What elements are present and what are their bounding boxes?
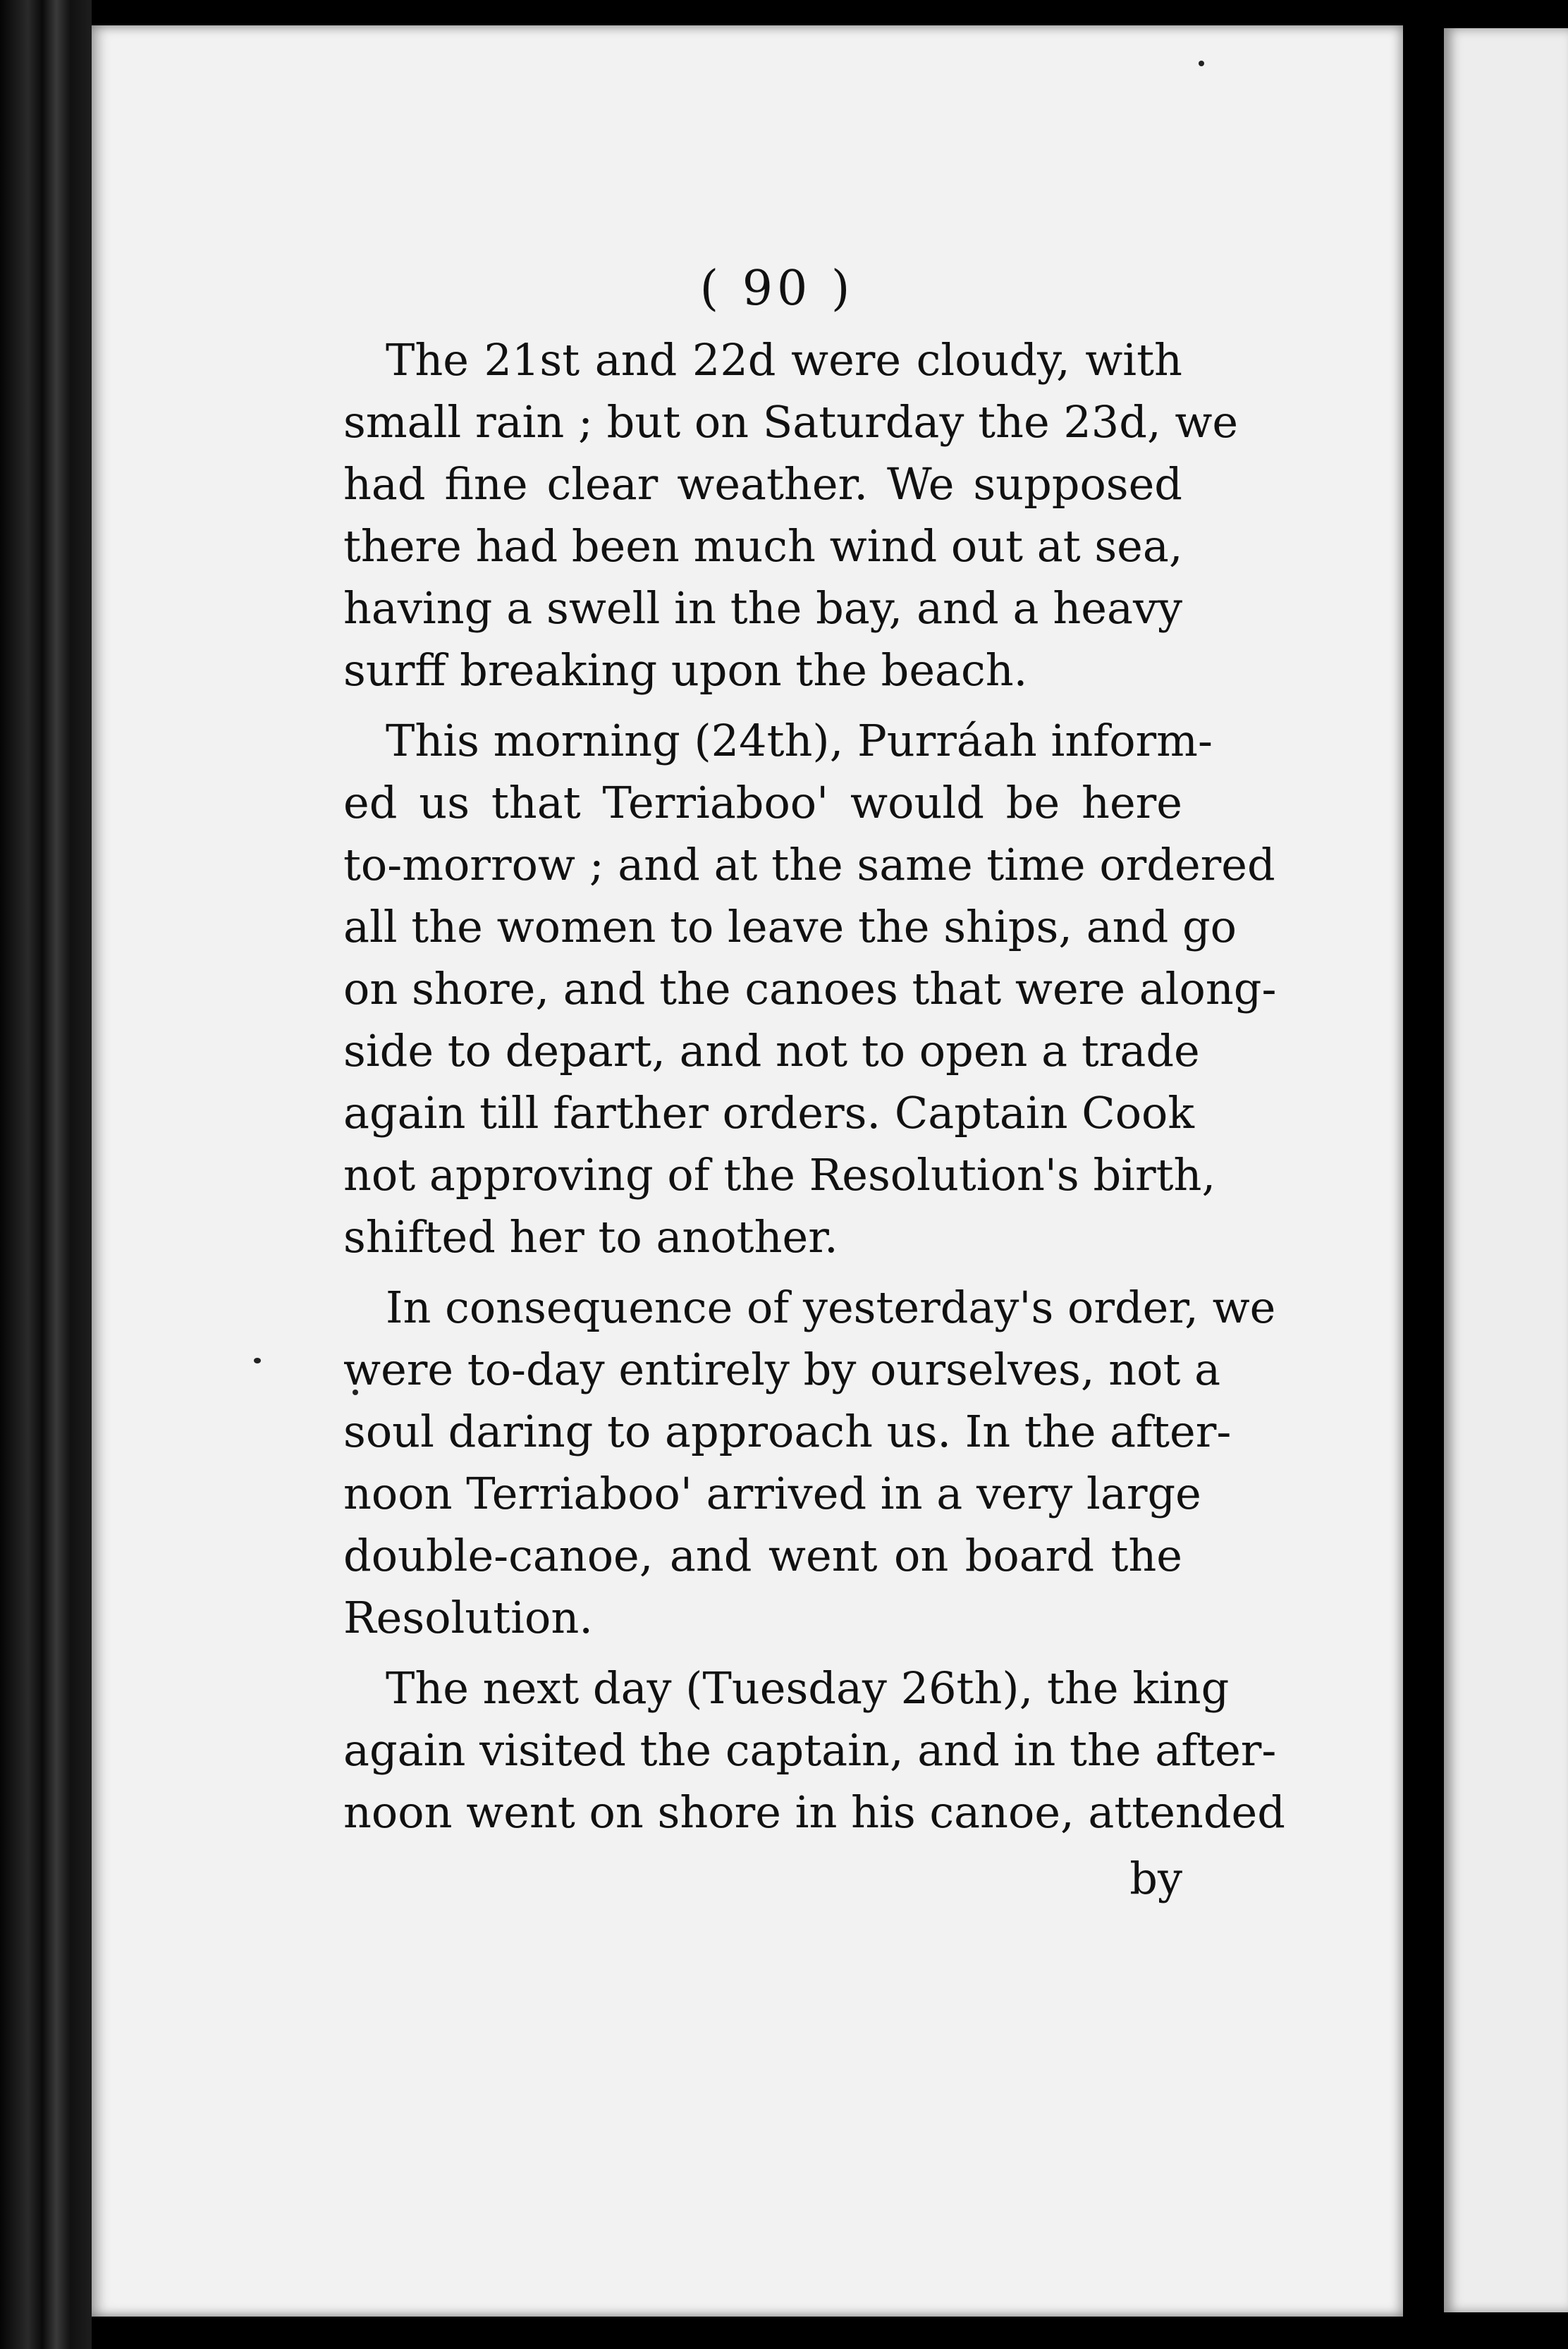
- text-line: surff breaking upon the beach.: [343, 644, 1028, 696]
- text-line: again visited the captain, and in the after-: [343, 1724, 1277, 1776]
- book-binding: [0, 0, 92, 2349]
- text-line: The next day (Tuesday 26th), the king: [386, 1662, 1230, 1714]
- text-line: In consequence of yesterday's order, we: [386, 1282, 1276, 1333]
- text-line: were to-day entirely by ourselves, not a: [343, 1344, 1221, 1395]
- text-line: soul daring to approach us. In the after-: [343, 1406, 1232, 1457]
- text-line: Resolution.: [343, 1592, 593, 1643]
- text-line: The 21st and 22d were cloudy, with: [386, 334, 1182, 386]
- paragraph: [343, 1657, 1285, 1844]
- paragraph: [343, 1277, 1276, 1649]
- text-line: ed us that Terriaboo' would be here: [343, 777, 1182, 828]
- text-line: there had been much wind out at sea,: [343, 520, 1183, 572]
- page-number: ( 90 ): [699, 261, 855, 317]
- text-line: not approving of the Resolution's birth,: [343, 1149, 1216, 1201]
- text-line: side to depart, and not to open a trade: [343, 1025, 1200, 1077]
- catchword: by: [1129, 1853, 1182, 1904]
- text-line: small rain ; but on Saturday the 23d, we: [343, 396, 1239, 448]
- page-text: [343, 261, 1285, 1910]
- text-line: noon went on shore in his canoe, attended: [343, 1786, 1285, 1838]
- ink-speck: [254, 1358, 261, 1363]
- text-line: to-morrow ; and at the same time ordered: [343, 839, 1275, 890]
- text-line: all the women to leave the ships, and go: [343, 901, 1237, 952]
- text-line: had fine clear weather. We supposed: [343, 458, 1182, 510]
- paragraph: [343, 329, 1239, 701]
- text-line: shifted her to another.: [343, 1211, 838, 1263]
- text-line: again till farther orders. Captain Cook: [343, 1087, 1194, 1139]
- text-line: noon Terriaboo' arrived in a very large: [343, 1468, 1201, 1519]
- facing-page-edge: [1444, 28, 1568, 2312]
- text-line: This morning (24th), Purráah inform-: [386, 715, 1213, 766]
- text-line: on shore, and the canoes that were along-: [343, 963, 1277, 1014]
- paragraph: [343, 710, 1277, 1268]
- page-gutter: [1407, 21, 1435, 2328]
- text-line: having a swell in the bay, and a heavy: [343, 582, 1182, 634]
- text-line: double-canoe, and went on board the: [343, 1530, 1182, 1581]
- ink-speck: [1199, 61, 1204, 66]
